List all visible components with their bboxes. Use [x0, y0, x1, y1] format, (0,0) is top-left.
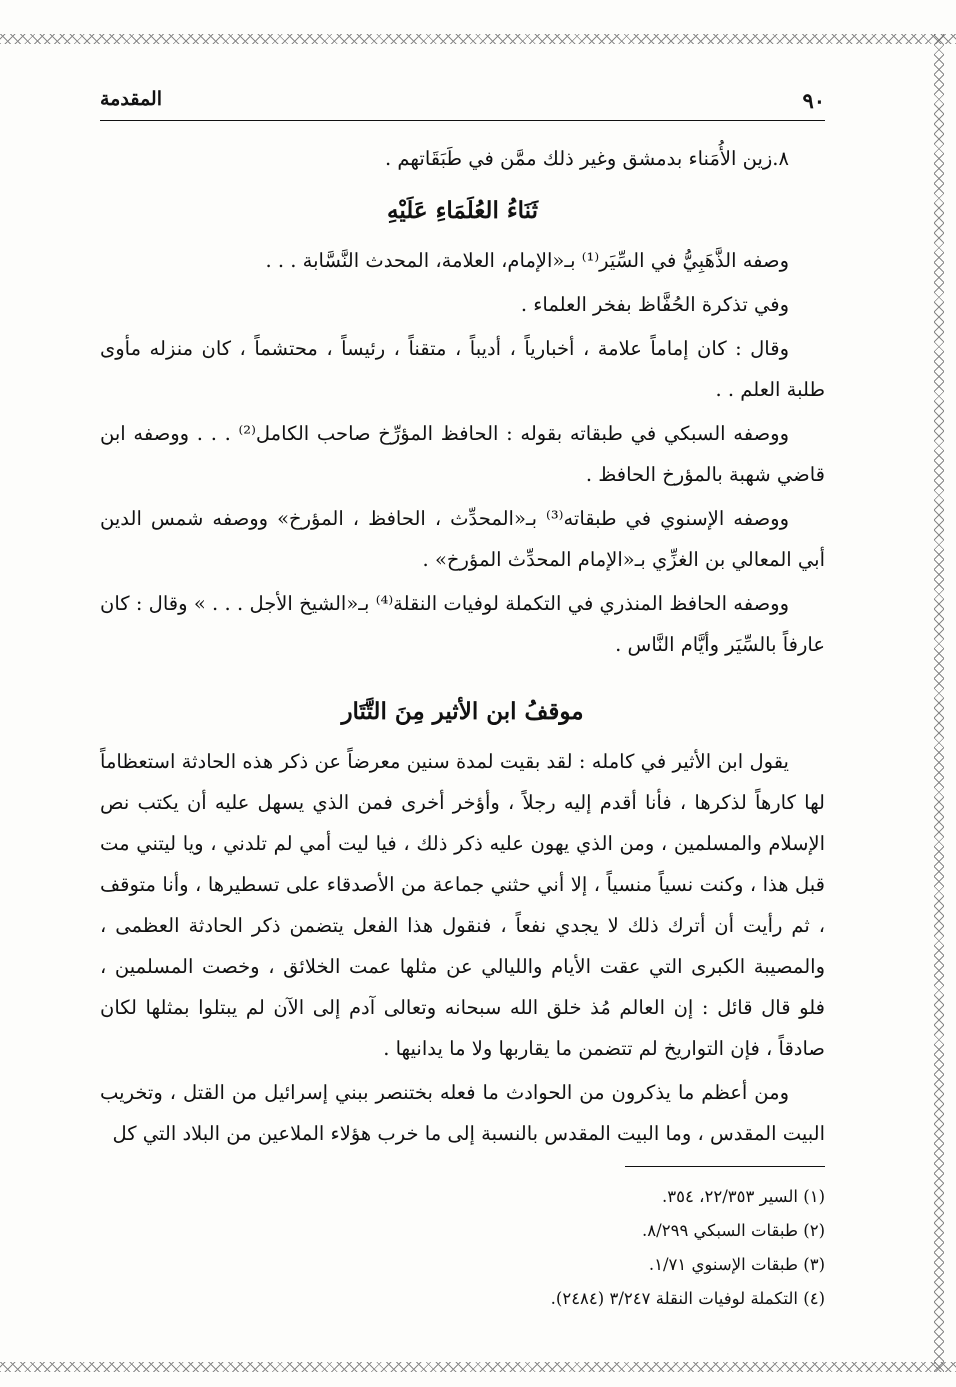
- section-heading-tatars: موقفُ ابن الأثير مِنَ التَّتَار: [341, 698, 584, 725]
- paragraph-4: وقال : كان إماماً علامة ، أخبارياً ، أديباً ، متقناً ، رئيساً ، محتشماً ، كان منزله مأوى طلبة العلم . .: [100, 337, 825, 401]
- footnote-2: (٢) طبقات السبكي ٨/٢٩٩.: [642, 1221, 825, 1240]
- page-body: [100, 138, 825, 1157]
- decorative-border-top: [0, 34, 956, 44]
- paragraph-8: يقول ابن الأثير في كامله : لقد بقيت لمدة سنين معرضاً عن ذكر هذه الحادثة استعظاماً لها كارهاً لذكرها ، فأنا أقدم إليه رجلاً ، وأؤخر أخرى فمن الذي يسهل عليه أن يكتب نص الإسلام والمسلمين ، ومن الذي يهون عليه ذكر ذلك ، فيا ليت أمي لم تلدني ، ويا ليتني مت قبل هذا ، وكنت نسياً منسياً ، إلا أني حثني جماعة من الأصدقاء على تسطيرها ، وأنا متوقف ، ثم رأيت أن أترك ذلك لا يجدي نفعاً ، فنقول هذا الفعل يتضمن ذكر الحادثة العظمى ، والمصيبة الكبرى التي عقت الأيام والليالي عن مثلها عمت الخلائق ، وخصت المسلمين ، فلو قال قائل : إن العالم مُذ خلق الله سبحانه وتعالى آدم إلى الآن لم يبتلوا بمثلها لكان صادقاً ، فإن التواريخ لم تتضمن ما يقاربها ولا ما يدانيها .: [100, 750, 825, 1060]
- footnote-separator: [625, 1166, 825, 1167]
- paragraph-2: وصفه الذَّهَبِيُّ في السِّيَر⁽¹⁾ بـ«الإمام، العلامة، المحدث النَّسَّابة . . .: [265, 249, 789, 272]
- paragraph-9: ومن أعظم ما يذكرون من الحوادث ما فعله بختنصر ببني إسرائيل من القتل ، وتخريب البيت المقدس ، وما البيت المقدس بالنسبة إلى ما خرب هؤلاء الملاعين من البلاد التي كل: [100, 1081, 825, 1145]
- decorative-border-right: [934, 34, 944, 1372]
- paragraph-5: ووصفه السبكي في طبقاته بقوله : الحافظ المؤرِّخ صاحب الكامل⁽²⁾ . . . ووصفه ابن قاضي شهبة بالمؤرخ الحافظ .: [100, 422, 825, 486]
- footnote-4: (٤) التكملة لوفيات النقلة ٣/٢٤٧ (٢٤٨٤).: [550, 1289, 825, 1308]
- footnote-1: (١) السير ٢٢/٣٥٣، ٣٥٤.: [662, 1187, 825, 1206]
- decorative-border-bottom: [0, 1362, 956, 1372]
- paragraph-6: ووصفه الإسنوي في طبقاته⁽³⁾ بـ«المحدِّث ، الحافظ ، المؤرخ» ووصفه شمس الدين أبي المعالي بن الغزِّي بـ«الإمام المحدِّث المؤرخ» .: [100, 507, 825, 571]
- section-heading-praise: ثَنَاءُ العُلَمَاءِ عَلَيْهِ: [386, 197, 539, 224]
- paragraph-1: ٨.زين الأُمَناء بدمشق وغير ذلك ممَّن في طَبَقَاتهم .: [385, 147, 789, 170]
- page-number: ٩٠: [802, 88, 825, 113]
- footnote-3: (٣) طبقات الإسنوي ١/٧١.: [648, 1255, 825, 1274]
- running-head: المقدمة: [100, 88, 163, 110]
- paragraph-7: ووصفه الحافظ المنذري في التكملة لوفيات النقلة⁽⁴⁾ بـ«الشيخ الأجل . . . » وقال : كان عارفاً بالسِّيَر وأيَّام النَّاس .: [100, 592, 825, 656]
- page-header: [100, 82, 825, 121]
- footnotes: [360, 1180, 825, 1316]
- paragraph-3: وفي تذكرة الحُفَّاظ بفخر العلماء .: [520, 293, 789, 316]
